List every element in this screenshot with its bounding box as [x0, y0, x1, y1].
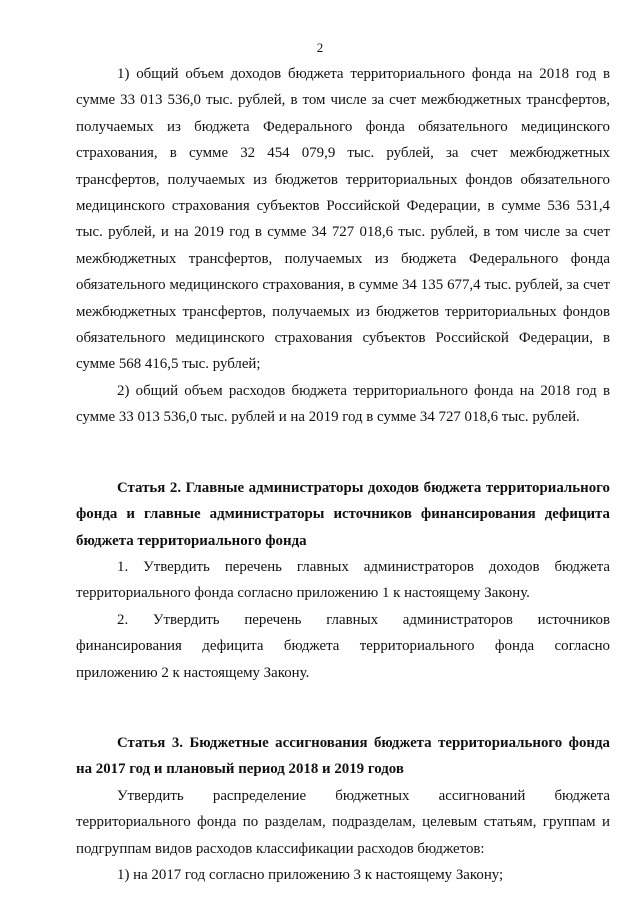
spacer — [76, 686, 610, 730]
document-body — [76, 61, 610, 888]
article2-item-1: 1. Утвердить перечень главных администраторов доходов бюджета территориального фонда согласно приложению 1 к настоящему Закону. — [76, 558, 610, 602]
article2-item-2: 2. Утвердить перечень главных администраторов источников финансирования дефицита бюджета территориального фонда согласно приложению 2 к настоящему Закону. — [76, 611, 610, 681]
article3-heading: Статья 3. Бюджетные ассигнования бюджета территориального фонда на 2017 год и плановый период 2018 и 2019 годов — [76, 734, 610, 778]
article2-heading: Статья 2. Главные администраторы доходов бюджета территориального фонда и главные администраторы источников финансирования дефицита бюджета территориального фонда — [76, 479, 610, 549]
page-number: 2 — [316, 40, 324, 55]
spacer — [76, 431, 610, 475]
article3-intro: Утвердить распределение бюджетных ассигнований бюджета территориального фонда по разделам, подразделам, целевым статьям, группам и подгруппам видов расходов классификации расходов бюджетов: — [76, 787, 610, 857]
article1-item-1: 1) общий объем доходов бюджета территориального фонда на 2018 год в сумме 33 013 536,0 тыс. рублей, в том числе за счет межбюджетных трансфертов, получаемых из бюджета Федерального фонда обязательного медицинского страхования, в сумме 32 454 079,9 тыс. рублей, за счет межбюджетных трансфертов, получаемых из бюджетов территориальных фондов обязательного медицинского страхования субъектов Российской Федерации, в сумме 536 531,4 тыс. рублей, и на 2019 год в сумме 34 727 018,6 тыс. рублей, в том числе за счет межбюджетных трансфертов, получаемых из бюджета Федерального фонда обязательного медицинского страхования, в сумме 34 135 677,4 тыс. рублей, за счет межбюджетных трансфертов, получаемых из бюджетов территориальных фондов обязательного медицинского страхования субъектов Российской Федерации, в сумме 568 416,5 тыс. рублей; — [76, 66, 610, 373]
article1-item-2: 2) общий объем расходов бюджета территориального фонда на 2018 год в сумме 33 013 536,0 тыс. рублей и на 2019 год в сумме 34 727 018,6 тыс. рублей. — [76, 382, 610, 426]
article3-item-1: 1) на 2017 год согласно приложению 3 к настоящему Закону; — [117, 866, 504, 883]
